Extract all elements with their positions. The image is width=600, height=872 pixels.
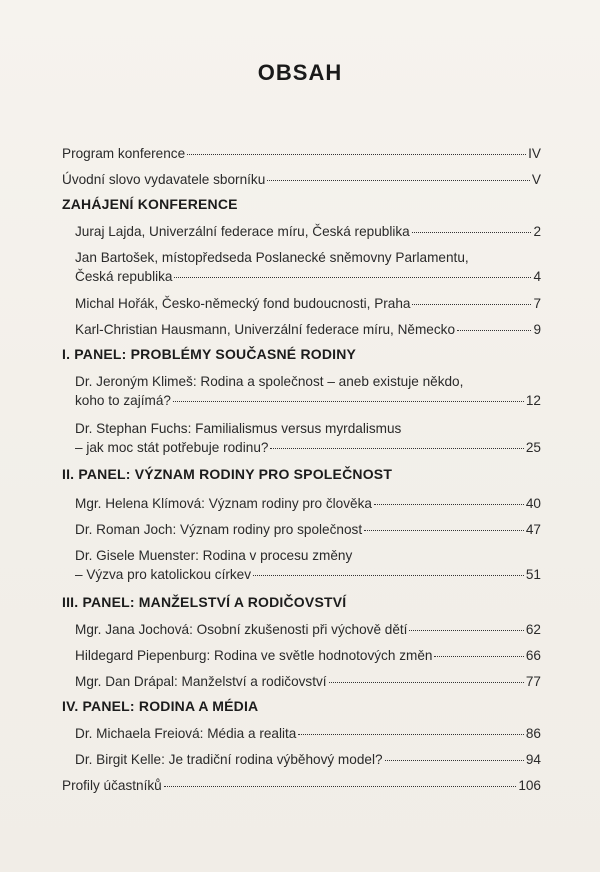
toc-entry-title: Dr. Birgit Kelle: Je tradiční rodina výběhový model? xyxy=(75,752,383,767)
toc-page-number: 25 xyxy=(525,440,541,455)
leader-dots xyxy=(374,503,524,505)
toc-entry[interactable] xyxy=(75,294,541,313)
toc-entry-title: Dr. Michaela Freiová: Média a realita xyxy=(75,726,297,741)
section-heading-panel-1: I. PANEL: PROBLÉMY SOUČASNÉ RODINY xyxy=(62,346,357,362)
leader-dots xyxy=(409,629,523,631)
toc-entry[interactable] xyxy=(75,646,541,665)
toc-entry-title: Michal Hořák, Česko-německý fond budoucnosti, Praha xyxy=(75,296,411,311)
leader-dots xyxy=(270,447,523,449)
toc-entry-title: Mgr. Dan Drápal: Manželství a rodičovství xyxy=(75,674,327,689)
toc-entry[interactable] xyxy=(62,144,541,163)
toc-entry-title: Juraj Lajda, Univerzální federace míru, Česká republika xyxy=(75,224,410,239)
toc-entry-title: Hildegard Piepenburg: Rodina ve světle hodnotových změn xyxy=(75,648,433,663)
toc-entry[interactable] xyxy=(75,372,541,410)
leader-dots xyxy=(457,329,531,331)
toc-page-number: 62 xyxy=(525,622,541,637)
toc-page-number: 2 xyxy=(533,224,541,239)
section-heading-panel-2: II. PANEL: VÝZNAM RODINY PRO SPOLEČNOST xyxy=(62,466,393,482)
toc-page-number: V xyxy=(531,172,541,187)
toc-page-number: 4 xyxy=(533,269,541,284)
toc-entry[interactable] xyxy=(75,672,541,691)
toc-entry-title-cont: koho to zajímá? xyxy=(75,393,171,408)
leader-dots xyxy=(298,733,524,735)
toc-entry-title: Úvodní slovo vydavatele sborníku xyxy=(62,172,266,187)
toc-entry-title: Mgr. Helena Klímová: Význam rodiny pro člověka xyxy=(75,496,372,511)
toc-page-number: 40 xyxy=(525,496,541,511)
toc-entry-title: Profily účastníků xyxy=(62,778,162,793)
toc-page-number: 7 xyxy=(533,296,541,311)
toc-page-number: 47 xyxy=(525,522,541,537)
toc-entry[interactable] xyxy=(75,724,541,743)
toc-entry[interactable] xyxy=(62,170,541,189)
section-heading-panel-4: IV. PANEL: RODINA A MÉDIA xyxy=(62,698,259,714)
page-title: OBSAH xyxy=(257,60,343,85)
leader-dots xyxy=(267,179,530,181)
leader-dots xyxy=(174,276,531,278)
leader-dots xyxy=(385,759,524,761)
toc-entry-title-cont: – Výzva pro katolickou církev xyxy=(75,567,252,582)
leader-dots xyxy=(364,529,524,531)
leader-dots xyxy=(164,785,517,787)
leader-dots xyxy=(412,303,531,305)
toc-entry[interactable] xyxy=(75,222,541,241)
section-heading-panel-3: III. PANEL: MANŽELSTVÍ A RODIČOVSTVÍ xyxy=(62,594,347,610)
leader-dots xyxy=(412,231,532,233)
toc-page-number: IV xyxy=(528,146,541,161)
toc-entry-title: Mgr. Jana Jochová: Osobní zkušenosti při výchově dětí xyxy=(75,622,408,637)
toc-entry[interactable] xyxy=(75,320,541,339)
toc-entry[interactable] xyxy=(62,776,541,795)
toc-page-number: 106 xyxy=(518,778,541,793)
toc-entry[interactable] xyxy=(75,494,541,513)
toc-page-number: 86 xyxy=(525,726,541,741)
toc-entry[interactable] xyxy=(75,750,541,769)
toc-entry-title: Jan Bartošek, místopředseda Poslanecké sněmovny Parlamentu, xyxy=(75,250,469,265)
leader-dots xyxy=(187,153,526,155)
toc-entry-title: Dr. Gisele Muenster: Rodina v procesu změny xyxy=(75,548,353,563)
toc-page-number: 94 xyxy=(525,752,541,767)
toc-entry-title-cont: – jak moc stát potřebuje rodinu? xyxy=(75,440,269,455)
toc-entry[interactable] xyxy=(75,248,541,286)
toc-page-number: 51 xyxy=(525,567,541,582)
leader-dots xyxy=(253,574,524,576)
toc-page-number: 12 xyxy=(525,393,541,408)
section-heading-zahajeni: ZAHÁJENÍ KONFERENCE xyxy=(62,196,238,212)
leader-dots xyxy=(434,655,523,657)
toc-entry-title: Karl-Christian Hausmann, Univerzální federace míru, Německo xyxy=(75,322,456,337)
toc-page-number: 9 xyxy=(533,322,541,337)
toc-page-number: 66 xyxy=(525,648,541,663)
toc-entry-title: Program konference xyxy=(62,146,186,161)
toc-page-number: 77 xyxy=(525,674,541,689)
toc-entry[interactable] xyxy=(75,620,541,639)
toc-entry-title: Dr. Roman Joch: Význam rodiny pro společnost xyxy=(75,522,363,537)
toc-entry[interactable] xyxy=(75,520,541,539)
toc-entry-title: Dr. Jeroným Klimeš: Rodina a společnost – aneb existuje někdo, xyxy=(75,374,464,389)
toc-entry[interactable] xyxy=(75,419,541,457)
toc-entry-title-cont: Česká republika xyxy=(75,269,173,284)
toc-entry-title: Dr. Stephan Fuchs: Familialismus versus myrdalismus xyxy=(75,421,402,436)
leader-dots xyxy=(173,400,524,402)
toc-entry[interactable] xyxy=(75,546,541,584)
leader-dots xyxy=(329,681,524,683)
